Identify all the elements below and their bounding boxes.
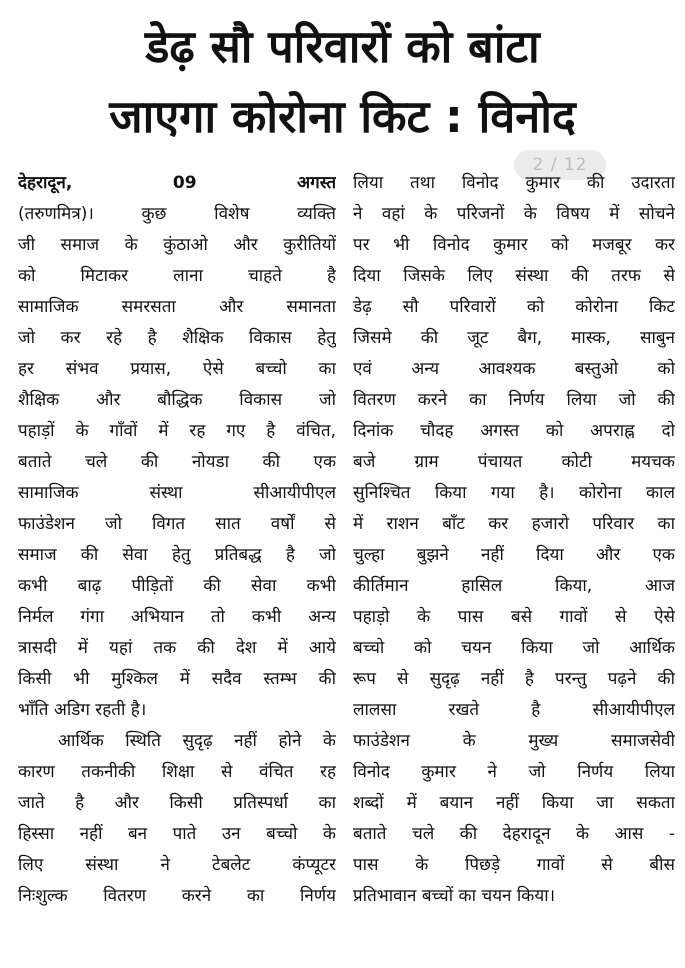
text-line: पहाड़ो के पास बसे गावों से ऐसे (353, 607, 675, 627)
text-line: बताते चले की देहरादून के आस - (353, 824, 675, 844)
text-line: कीर्तिमान हासिल किया, आज (353, 576, 675, 596)
text-line: हर संभव प्रयास, ऐसे बच्चो का (18, 359, 336, 379)
text-line: (तरुणमित्र)। कुछ विशेष व्यक्ति (18, 204, 336, 224)
text-line: वितरण करने का निर्णय लिया जो की (353, 390, 675, 410)
dateline-city: देहरादून, (18, 173, 73, 193)
text-line: भाँति अडिग रहती है। (18, 700, 147, 720)
text-line: कभी बाढ़ पीड़ितों की सेवा कभी (18, 576, 336, 596)
text-line: जो कर रहे है शैक्षिक विकास हेतु (18, 328, 336, 348)
text-line: शब्दों में बयान नहीं किया जा सकता (353, 793, 675, 813)
text-line: जी समाज के कुंठाओ और कुरीतियों (18, 235, 336, 255)
text-line: दिनांक चौदह अगस्त को अपराह्न दो (353, 421, 675, 441)
text-line: एवं अन्य आवश्यक बस्तुओ को (353, 359, 675, 379)
headline-line-2: जाएगा कोरोना किट : विनोद (109, 90, 576, 143)
dateline-day: 09 (172, 173, 197, 193)
text-line: किसी भी मुश्किल में सदैव स्तम्भ की (18, 669, 336, 689)
text-line: बजे ग्राम पंचायत कोटी मयचक (353, 452, 675, 472)
text-line: लिए संस्था ने टेबलेट कंप्यूटर (18, 855, 336, 875)
text-line: पास के पिछड़े गावों से बीस (353, 855, 675, 875)
text-line: पर भी विनोद कुमार को मजबूर कर (353, 235, 675, 255)
text-line: को मिटाकर लाना चाहते है (18, 266, 336, 286)
text-line: ने वहां के परिजनों के विषय में सोचने (353, 204, 675, 224)
page-indicator: 2 / 12 (514, 150, 606, 180)
dateline-month: अगस्त (297, 173, 336, 193)
text-line: निःशुल्क वितरण करने का निर्णय (18, 886, 336, 906)
text-line: विनोद कुमार ने जो निर्णय लिया (353, 762, 675, 782)
text-line: चुल्हा बुझने नहीं दिया और एक (353, 545, 675, 565)
text-line: सुनिश्चित किया गया है। कोरोना काल (353, 483, 675, 503)
text-line: त्रासदी में यहां तक की देश में आये (18, 638, 336, 658)
text-line: सामाजिक समरसता और समानता (18, 297, 336, 317)
text-line: जिसमे की जूट बैग, मास्क, साबुन (353, 328, 675, 348)
text-line: लालसा रखते है सीआयीपीएल (353, 700, 675, 720)
text-line: बच्चो को चयन किया जो आर्थिक (353, 638, 675, 658)
text-line: डेढ़ सौ परिवारों को कोरोना किट (353, 297, 675, 317)
text-line: कारण तकनीकी शिक्षा से वंचित रह (18, 762, 336, 782)
text-line: रूप से सुदृढ़ नहीं है परन्तु पढ़ने की (353, 669, 675, 689)
text-line: प्रतिभावान बच्चों का चयन किया। (353, 886, 556, 906)
text-line: फाउंडेशन के मुख्य समाजसेवी (353, 731, 675, 751)
text-line: फाउंडेशन जो विगत सात वर्षों से (18, 514, 336, 534)
text-line: पहाड़ों के गाँवों में रह गए है वंचित, (18, 421, 336, 441)
text-line: हिस्सा नहीं बन पाते उन बच्चो के (18, 824, 336, 844)
text-line: समाज की सेवा हेतु प्रतिबद्ध है जो (18, 545, 336, 565)
text-line: लिया तथा विनोद कुमार की उदारता (353, 173, 675, 193)
text-line: शैक्षिक और बौद्धिक विकास जो (18, 390, 336, 410)
text-line: जाते है और किसी प्रतिस्पर्धा का (18, 793, 336, 813)
article-column-left (18, 168, 336, 968)
headline (0, 0, 685, 160)
text-line: निर्मल गंगा अभियान तो कभी अन्य (18, 607, 336, 627)
text-line: आर्थिक स्थिति सुदृढ़ नहीं होने के (58, 731, 336, 751)
dateline (18, 168, 336, 199)
article-column-right (353, 168, 675, 968)
headline-line-1: डेढ़ सौ परिवारों को बांटा (145, 20, 540, 73)
text-line: दिया जिसके लिए संस्था की तरफ से (353, 266, 675, 286)
text-line: बताते चले की नोयडा की एक (18, 452, 336, 472)
text-line: में राशन बाँट कर हजारो परिवार का (353, 514, 675, 534)
text-line: सामाजिक संस्था सीआयीपीएल (18, 483, 336, 503)
